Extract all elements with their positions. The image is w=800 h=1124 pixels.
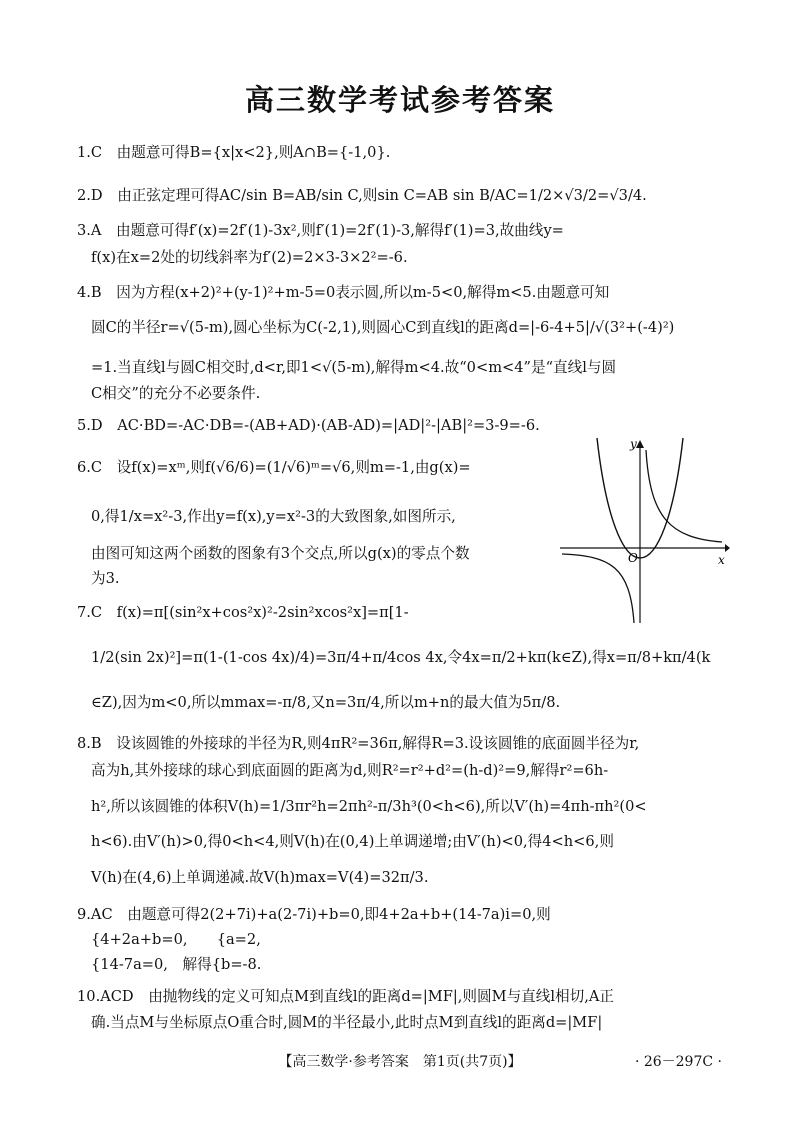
answer-line: 7.C f(x)=π[(sin²x+cos²x)²-2sin²xcos²x]=π[1- (77, 604, 409, 621)
answer-line: 1.C 由题意可得B={x|x<2},则A∩B={-1,0}. (77, 144, 391, 161)
origin-label: O (628, 551, 638, 565)
x-axis-label: x (718, 553, 725, 567)
answer-line: h²,所以该圆锥的体积V(h)=1/3πr²h=2πh²-π/3h³(0<h<6),所以V′(h)=4πh-πh²(0< (91, 798, 647, 815)
answer-line: 高为h,其外接球的球心到底面圆的距离为d,则R²=r²+d²=(h-d)²=9,解得r²=6h- (91, 762, 609, 779)
answer-line: 6.C 设f(x)=xᵐ,则f(√6/6)=(1/√6)ᵐ=√6,则m=-1,由g(x)= (77, 459, 471, 476)
answer-line: 8.B 设该圆锥的外接球的半径为R,则4πR²=36π,解得R=3.设该圆锥的底面圆半径为r, (77, 735, 640, 752)
answer-line: 4.B 因为方程(x+2)²+(y-1)²+m-5=0表示圆,所以m-5<0,解得m<5.由题意可知 (77, 284, 610, 301)
answer-line: 5.D AC·BD=-AC·DB=-(AB+AD)·(AB-AD)=|AD|²-|AB|²=3-9=-6. (77, 417, 540, 434)
answer-line: 圆C的半径r=√(5-m),圆心坐标为C(-2,1),则圆心C到直线l的距离d=|-6-4+5|/√(3²+(-4)²) (91, 319, 675, 336)
answer-line: 10.ACD 由抛物线的定义可知点M到直线l的距离d=|MF|,则圆M与直线l相切,A正 (77, 988, 614, 1005)
answer-line: ∈Z),因为m<0,所以mmax=-π/8,又n=3π/4,所以m+n的最大值为5π/8. (91, 694, 561, 711)
answer-line: 3.A 由题意可得f′(x)=2f′(1)-3x²,则f′(1)=2f′(1)-3,解得f′(1)=3,故曲线y= (77, 222, 564, 239)
answer-line: 确.当点M与坐标原点O重合时,圆M的半径最小,此时点M到直线l的距离d=|MF| (91, 1014, 603, 1031)
page-title: 高三数学考试参考答案 (244, 83, 555, 117)
answer-line: {4+2a+b=0, {a=2, (91, 931, 261, 948)
answer-line: =1.当直线l与圆C相交时,d<r,即1<√(5-m),解得m<4.故“0<m<4”是“直线l与圆 (91, 359, 617, 376)
answer-line: 2.D 由正弦定理可得AC/sin B=AB/sin C,则sin C=AB sin B/AC=1/2×√3/2=√3/4. (77, 187, 647, 204)
x-axis-arrow (725, 544, 730, 552)
answer-line: V(h)在(4,6)上单调递减.故V(h)max=V(4)=32π/3. (91, 869, 429, 886)
function-graph (560, 438, 730, 628)
y-axis-label: y (630, 438, 637, 451)
answer-line: 1/2(sin 2x)²]=π(1-(1-cos 4x)/4)=3π/4+π/4cos 4x,令4x=π/2+kπ(k∈Z),得x=π/8+kπ/4(k (91, 649, 711, 666)
answer-line: 9.AC 由题意可得2(2+7i)+a(2-7i)+b=0,即4+2a+b+(14-7a)i=0,则 (77, 906, 551, 923)
footer-page-info: 【高三数学·参考答案 第1页(共7页)】 (278, 1054, 522, 1070)
answer-line: 0,得1/x=x²-3,作出y=f(x),y=x²-3的大致图象,如图所示, (91, 508, 456, 525)
answer-line: 为3. (91, 570, 120, 587)
hyperbola-right-branch (646, 450, 722, 542)
answer-line: {14-7a=0, 解得{b=-8. (91, 956, 262, 973)
answer-line: 由图可知这两个函数的图象有3个交点,所以g(x)的零点个数 (91, 545, 470, 562)
y-axis-arrow (636, 440, 644, 448)
hyperbola-left-branch (562, 554, 634, 623)
answer-line: h<6).由V′(h)>0,得0<h<4,则V(h)在(0,4)上单调递增;由V′(h)<0,得4<h<6,则 (91, 833, 614, 850)
answer-line: f(x)在x=2处的切线斜率为f′(2)=2×3-3×2²=-6. (91, 249, 408, 266)
answer-line: C相交”的充分不必要条件. (91, 385, 261, 402)
footer-code: · 26－297C · (634, 1054, 722, 1070)
